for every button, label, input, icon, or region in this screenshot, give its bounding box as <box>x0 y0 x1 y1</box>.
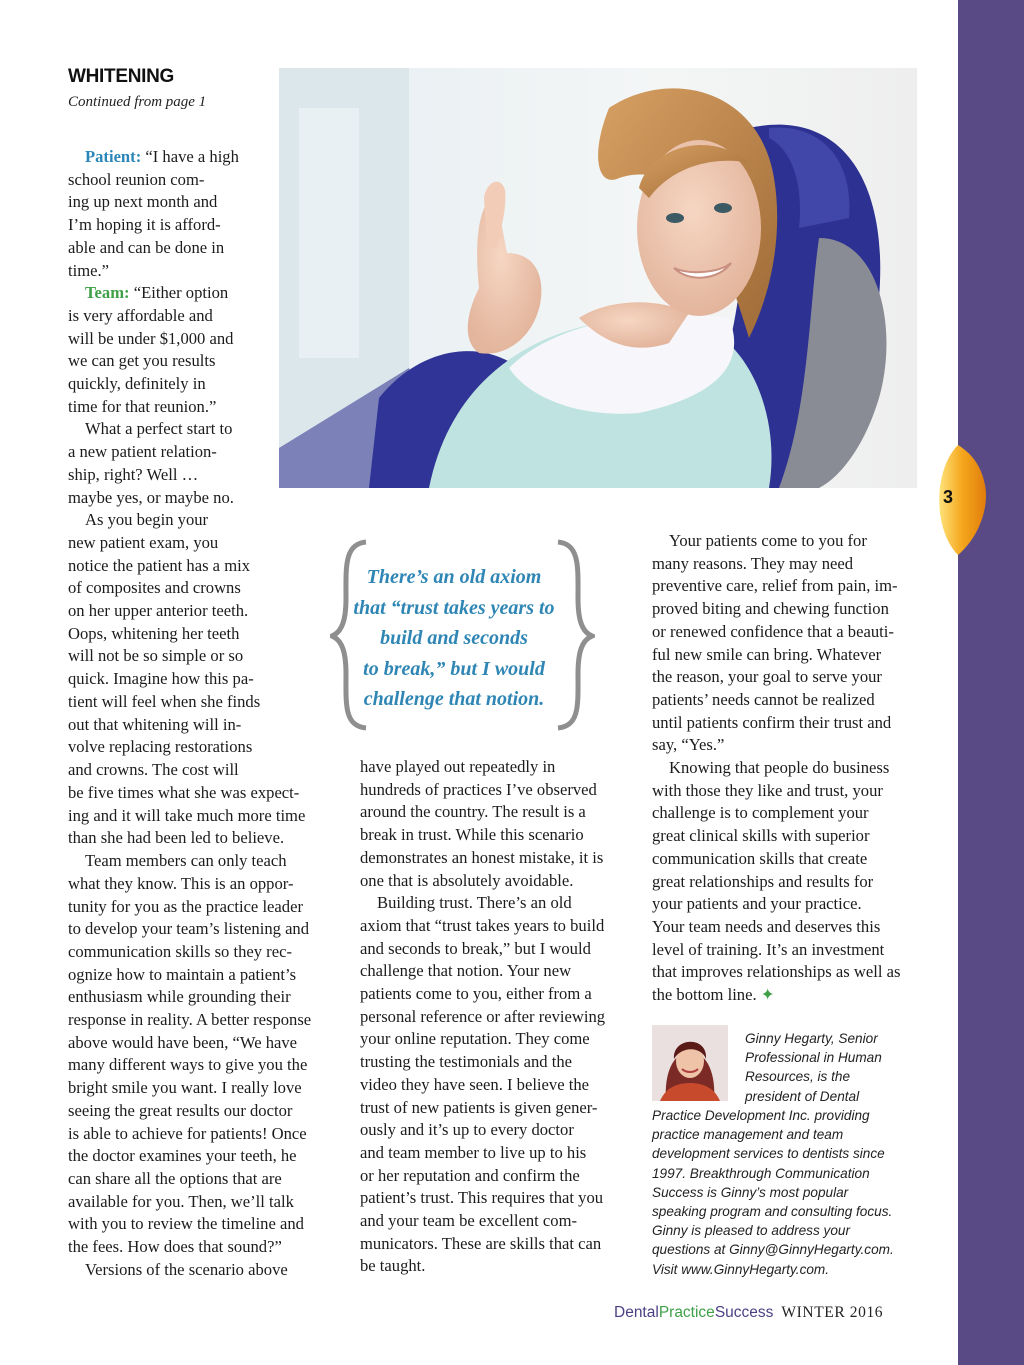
text-line-content: many different ways to give you the <box>68 1055 308 1075</box>
text-line-content: say, “Yes.” <box>652 735 725 755</box>
patient-thumbs-up-photo <box>279 68 917 488</box>
text-line-content: is very affordable and <box>68 305 213 325</box>
text-line-content: available for you. Then, we’ll talk <box>68 1191 294 1211</box>
bio-line: development services to dentists since <box>652 1146 885 1162</box>
text-line-content: that improves relationships as well as <box>652 962 901 982</box>
text-line-content: ognize how to maintain a patient’s <box>68 964 297 984</box>
text-line <box>360 1028 635 1051</box>
text-line <box>68 827 340 850</box>
text-line-content: than she had been led to believe. <box>68 828 285 848</box>
text-line-content: seeing the great results our doctor <box>68 1100 293 1120</box>
pull-quote-line: to break,” but I would <box>363 657 545 680</box>
text-line <box>68 1009 340 1032</box>
text-line <box>68 260 273 283</box>
text-line <box>68 986 340 1009</box>
text-line <box>360 915 635 938</box>
text-line-content: preventive care, relief from pain, im- <box>652 576 898 596</box>
text-line <box>652 621 927 644</box>
text-line-content: the reason, your goal to serve your <box>652 667 882 687</box>
footer-brand-practice: Practice <box>658 1304 715 1321</box>
text-line-content: above would have been, “We have <box>68 1032 298 1052</box>
text-line <box>652 780 927 803</box>
text-line-content: and team member to live up to his <box>360 1142 587 1162</box>
text-line-content: ously and it’s up to every doctor <box>360 1120 574 1140</box>
column-1-bottom <box>68 782 340 1281</box>
text-line-content: I’m hoping it is afford- <box>68 215 221 235</box>
text-line-content: will not be so simple or so <box>68 646 244 666</box>
end-mark-icon: ✦ <box>760 985 775 1005</box>
text-line <box>68 305 273 328</box>
text-line <box>68 782 340 805</box>
text-line <box>360 801 635 824</box>
bio-line: Ginny Hegarty, Senior <box>745 1031 878 1046</box>
text-line-content: school reunion com- <box>68 169 205 189</box>
text-line <box>360 870 635 893</box>
text-line-content: “Either option <box>133 283 229 303</box>
text-line <box>68 736 273 759</box>
text-line <box>68 328 273 351</box>
text-line-content: the bottom line. <box>652 985 761 1005</box>
continued-note: Continued from page 1 <box>68 94 207 110</box>
text-line-content: “I have a high <box>145 147 239 166</box>
bio-line: Resources, is the <box>745 1069 851 1085</box>
text-line <box>360 1006 635 1029</box>
text-line <box>68 668 273 691</box>
text-line-content: trust of new patients is given gener- <box>360 1097 598 1117</box>
text-line <box>68 645 273 668</box>
text-line-content: patients come to you, either from a <box>360 984 592 1004</box>
text-line-content: proved biting and chewing function <box>652 599 889 619</box>
text-line-content: communication skills that create <box>652 848 868 868</box>
text-line-content: patients’ needs cannot be realized <box>652 689 875 709</box>
pull-quote-line: that “trust takes years to <box>353 596 555 619</box>
text-line-content: quick. Imagine how this pa- <box>68 669 254 689</box>
text-line-content: As you begin your <box>85 510 209 530</box>
text-line-content: can share all the options that are <box>68 1168 282 1188</box>
text-line-content: Versions of the scenario above <box>85 1259 288 1279</box>
column-2 <box>360 756 635 1278</box>
text-line <box>68 623 273 646</box>
pull-quote-line: build and seconds <box>380 627 528 649</box>
text-line <box>652 757 927 780</box>
text-line-content: or her reputation and confirm the <box>360 1165 580 1185</box>
text-line-content: and crowns. The cost will <box>68 759 239 779</box>
text-line-content: of composites and crowns <box>68 578 241 598</box>
text-line-content: and seconds to break,” but I would <box>360 938 591 958</box>
text-line-content: tient will feel when she finds <box>68 691 261 711</box>
text-line-content: able and can be done in <box>68 237 225 257</box>
text-line-content: ing up next month and <box>68 192 218 212</box>
text-line <box>68 1236 340 1259</box>
author-bio-bottom <box>652 1106 894 1279</box>
text-line-content: video they have seen. I believe the <box>360 1074 589 1094</box>
text-line-content: patient’s trust. This requires that you <box>360 1188 604 1208</box>
text-line-content: ship, right? Well … <box>68 464 199 484</box>
text-line <box>68 1168 340 1191</box>
text-line <box>360 1165 635 1188</box>
text-line <box>652 666 927 689</box>
text-line <box>652 893 927 916</box>
text-line-content: hundreds of practices I’ve observed <box>360 779 597 799</box>
text-line-content: many reasons. They may need <box>652 553 854 573</box>
text-line-content: what they know. This is an oppor- <box>68 873 294 893</box>
column-3 <box>652 530 927 1007</box>
text-line-content: time.” <box>68 260 110 280</box>
text-line <box>652 734 927 757</box>
text-line-content: Team members can only teach <box>85 851 287 871</box>
text-line <box>652 984 927 1007</box>
text-line-content: around the country. The result is a <box>360 802 586 822</box>
text-line-content: time for that reunion.” <box>68 396 217 416</box>
patient-label: Patient: <box>85 147 142 166</box>
footer <box>614 1304 883 1322</box>
text-line <box>652 916 927 939</box>
text-line <box>652 871 927 894</box>
text-line-content: Your patients come to you for <box>669 531 867 550</box>
text-line-content: personal reference or after reviewing <box>360 1006 606 1026</box>
text-line-content: or renewed confidence that a beauti- <box>652 621 894 641</box>
text-line <box>652 939 927 962</box>
text-line-content: new patient exam, you <box>68 532 219 552</box>
bio-line: questions at Ginny@GinnyHegarty.com. <box>652 1242 894 1258</box>
bio-line: Professional in Human <box>745 1050 882 1066</box>
text-line <box>652 598 927 621</box>
text-line-content: municators. These are skills that can <box>360 1233 602 1253</box>
text-line-content: What a perfect start to <box>85 419 233 439</box>
text-line <box>68 555 273 578</box>
text-line-content: and your team be excellent com- <box>360 1211 578 1231</box>
bio-line: speaking program and consulting focus. <box>652 1204 893 1220</box>
text-line <box>360 1097 635 1120</box>
text-line-content: level of training. It’s an investment <box>652 939 885 959</box>
text-line <box>652 802 927 825</box>
text-line-content: Oops, whitening her teeth <box>68 623 240 643</box>
text-line <box>652 553 927 576</box>
text-line <box>68 418 273 441</box>
text-line <box>68 941 340 964</box>
pull-quote-line: There’s an old axiom <box>366 566 542 588</box>
text-line-content: your patients and your practice. <box>652 894 862 914</box>
bio-line: practice management and team <box>652 1127 844 1143</box>
text-line-content: Building trust. There’s an old <box>377 893 572 913</box>
text-line <box>360 1119 635 1142</box>
text-line-content: demonstrates an honest mistake, it is <box>360 847 604 867</box>
page-number: 3 <box>942 487 953 507</box>
bio-line: Ginny is pleased to address your <box>652 1223 850 1239</box>
text-line <box>652 530 927 553</box>
text-line-content: response in reality. A better response <box>68 1010 312 1030</box>
text-line <box>68 1100 340 1123</box>
text-line-content: trusting the testimonials and the <box>360 1052 572 1072</box>
bio-line: 1997. Breakthrough Communication <box>652 1165 870 1181</box>
text-line <box>68 441 273 464</box>
footer-brand-success: Success <box>714 1304 774 1321</box>
footer-issue: WINTER 2016 <box>781 1304 884 1321</box>
text-line <box>68 214 273 237</box>
text-line <box>360 938 635 961</box>
text-line <box>652 689 927 712</box>
text-line-content: great clinical skills with superior <box>652 826 870 846</box>
bio-line: Visit www.GinnyHegarty.com. <box>652 1261 830 1277</box>
text-line-content: bright smile you want. I really love <box>68 1078 302 1098</box>
text-line <box>68 1259 340 1282</box>
text-line <box>68 1123 340 1146</box>
text-line <box>652 825 927 848</box>
text-line <box>68 350 273 373</box>
text-line-content: on her upper anterior teeth. <box>68 601 249 621</box>
text-line <box>68 850 340 873</box>
text-line <box>68 805 340 828</box>
pull-quote-text <box>350 562 558 715</box>
text-line <box>652 961 927 984</box>
text-line <box>360 1142 635 1165</box>
footer-brand-dental: Dental <box>614 1304 659 1321</box>
text-line <box>68 691 273 714</box>
text-line <box>360 824 635 847</box>
text-line-content: quickly, definitely in <box>68 374 206 394</box>
text-line-content: axiom that “trust takes years to build <box>360 915 605 935</box>
text-line-content: Your team needs and deserves this <box>652 916 881 936</box>
text-line <box>68 1077 340 1100</box>
text-line-content: is able to achieve for patients! Once <box>68 1123 307 1143</box>
text-line <box>68 487 273 510</box>
text-line <box>360 1233 635 1256</box>
text-line-content: volve replacing restorations <box>68 737 253 757</box>
text-line-content: maybe yes, or maybe no. <box>68 487 234 507</box>
text-line <box>68 191 273 214</box>
text-line <box>68 714 273 737</box>
text-line <box>68 146 273 169</box>
text-line <box>360 1210 635 1233</box>
text-line <box>68 600 273 623</box>
text-line <box>68 237 273 260</box>
text-line <box>360 1255 635 1278</box>
text-line-content: with those they like and trust, your <box>652 780 883 800</box>
text-line <box>652 712 927 735</box>
text-line-content: challenge that notion. Your new <box>360 961 572 981</box>
author-bio-top <box>745 1029 882 1106</box>
text-line-content: out that whitening will in- <box>68 714 242 734</box>
text-line-content: have played out repeatedly in <box>360 757 556 776</box>
text-line-content: will be under $1,000 and <box>68 328 234 348</box>
text-line-content: to develop your team’s listening and <box>68 919 310 939</box>
text-line <box>68 169 273 192</box>
text-line <box>68 918 340 941</box>
text-line-content: one that is absolutely avoidable. <box>360 870 574 890</box>
text-line-content: the doctor examines your teeth, he <box>68 1146 297 1166</box>
text-line <box>68 532 273 555</box>
text-line <box>68 396 273 419</box>
right-margin-bar <box>958 0 1024 1365</box>
text-line-content: be five times what she was expect- <box>68 783 300 802</box>
text-line <box>68 464 273 487</box>
text-line-content: notice the patient has a mix <box>68 555 251 575</box>
text-line <box>68 873 340 896</box>
pull-quote-line: challenge that notion. <box>363 688 545 710</box>
text-line <box>68 282 273 305</box>
pull-quote <box>330 538 595 733</box>
author-photo <box>652 1025 728 1101</box>
text-line <box>360 779 635 802</box>
text-line <box>360 847 635 870</box>
text-line-content: ing and it will take much more time <box>68 805 306 825</box>
text-line <box>360 756 635 779</box>
text-line <box>360 983 635 1006</box>
bio-line: Practice Development Inc. providing <box>652 1108 870 1123</box>
text-line-content: a new patient relation- <box>68 442 217 462</box>
text-line <box>68 1213 340 1236</box>
text-line-content: break in trust. While this scenario <box>360 825 584 845</box>
bio-line: president of Dental <box>745 1088 860 1104</box>
text-line-content: great relationships and results for <box>652 871 874 891</box>
text-line-content: communication skills so they rec- <box>68 941 292 961</box>
text-line <box>652 848 927 871</box>
text-line <box>360 960 635 983</box>
text-line <box>360 1051 635 1074</box>
text-line-content: until patients confirm their trust and <box>652 712 892 732</box>
text-line <box>360 892 635 915</box>
text-line-content: tunity for you as the practice leader <box>68 896 303 916</box>
team-label: Team: <box>85 283 130 303</box>
text-line-content: the fees. How does that sound?” <box>68 1237 282 1257</box>
section-title: WHITENING <box>68 66 175 87</box>
text-line <box>68 1191 340 1214</box>
text-line <box>360 1187 635 1210</box>
text-line <box>68 373 273 396</box>
text-line <box>68 964 340 987</box>
text-line <box>68 509 273 532</box>
text-line-content: with you to review the timeline and <box>68 1214 304 1234</box>
column-1-top <box>68 146 273 782</box>
text-line <box>652 575 927 598</box>
text-line-content: be taught. <box>360 1256 426 1276</box>
bio-line: Success is Ginny’s most popular <box>652 1184 849 1200</box>
text-line <box>68 1032 340 1055</box>
text-line <box>68 896 340 919</box>
text-line-content: your online reputation. They come <box>360 1029 590 1049</box>
text-line-content: challenge is to complement your <box>652 803 869 823</box>
text-line <box>652 644 927 667</box>
text-line-content: we can get you results <box>68 351 216 371</box>
text-line <box>360 1074 635 1097</box>
text-line <box>68 759 273 782</box>
text-line <box>68 1054 340 1077</box>
text-line-content: ful new smile can bring. Whatever <box>652 644 882 664</box>
text-line <box>68 1145 340 1168</box>
text-line-content: enthusiasm while grounding their <box>68 987 291 1007</box>
text-line-content: Knowing that people do business <box>669 758 890 778</box>
text-line <box>68 577 273 600</box>
